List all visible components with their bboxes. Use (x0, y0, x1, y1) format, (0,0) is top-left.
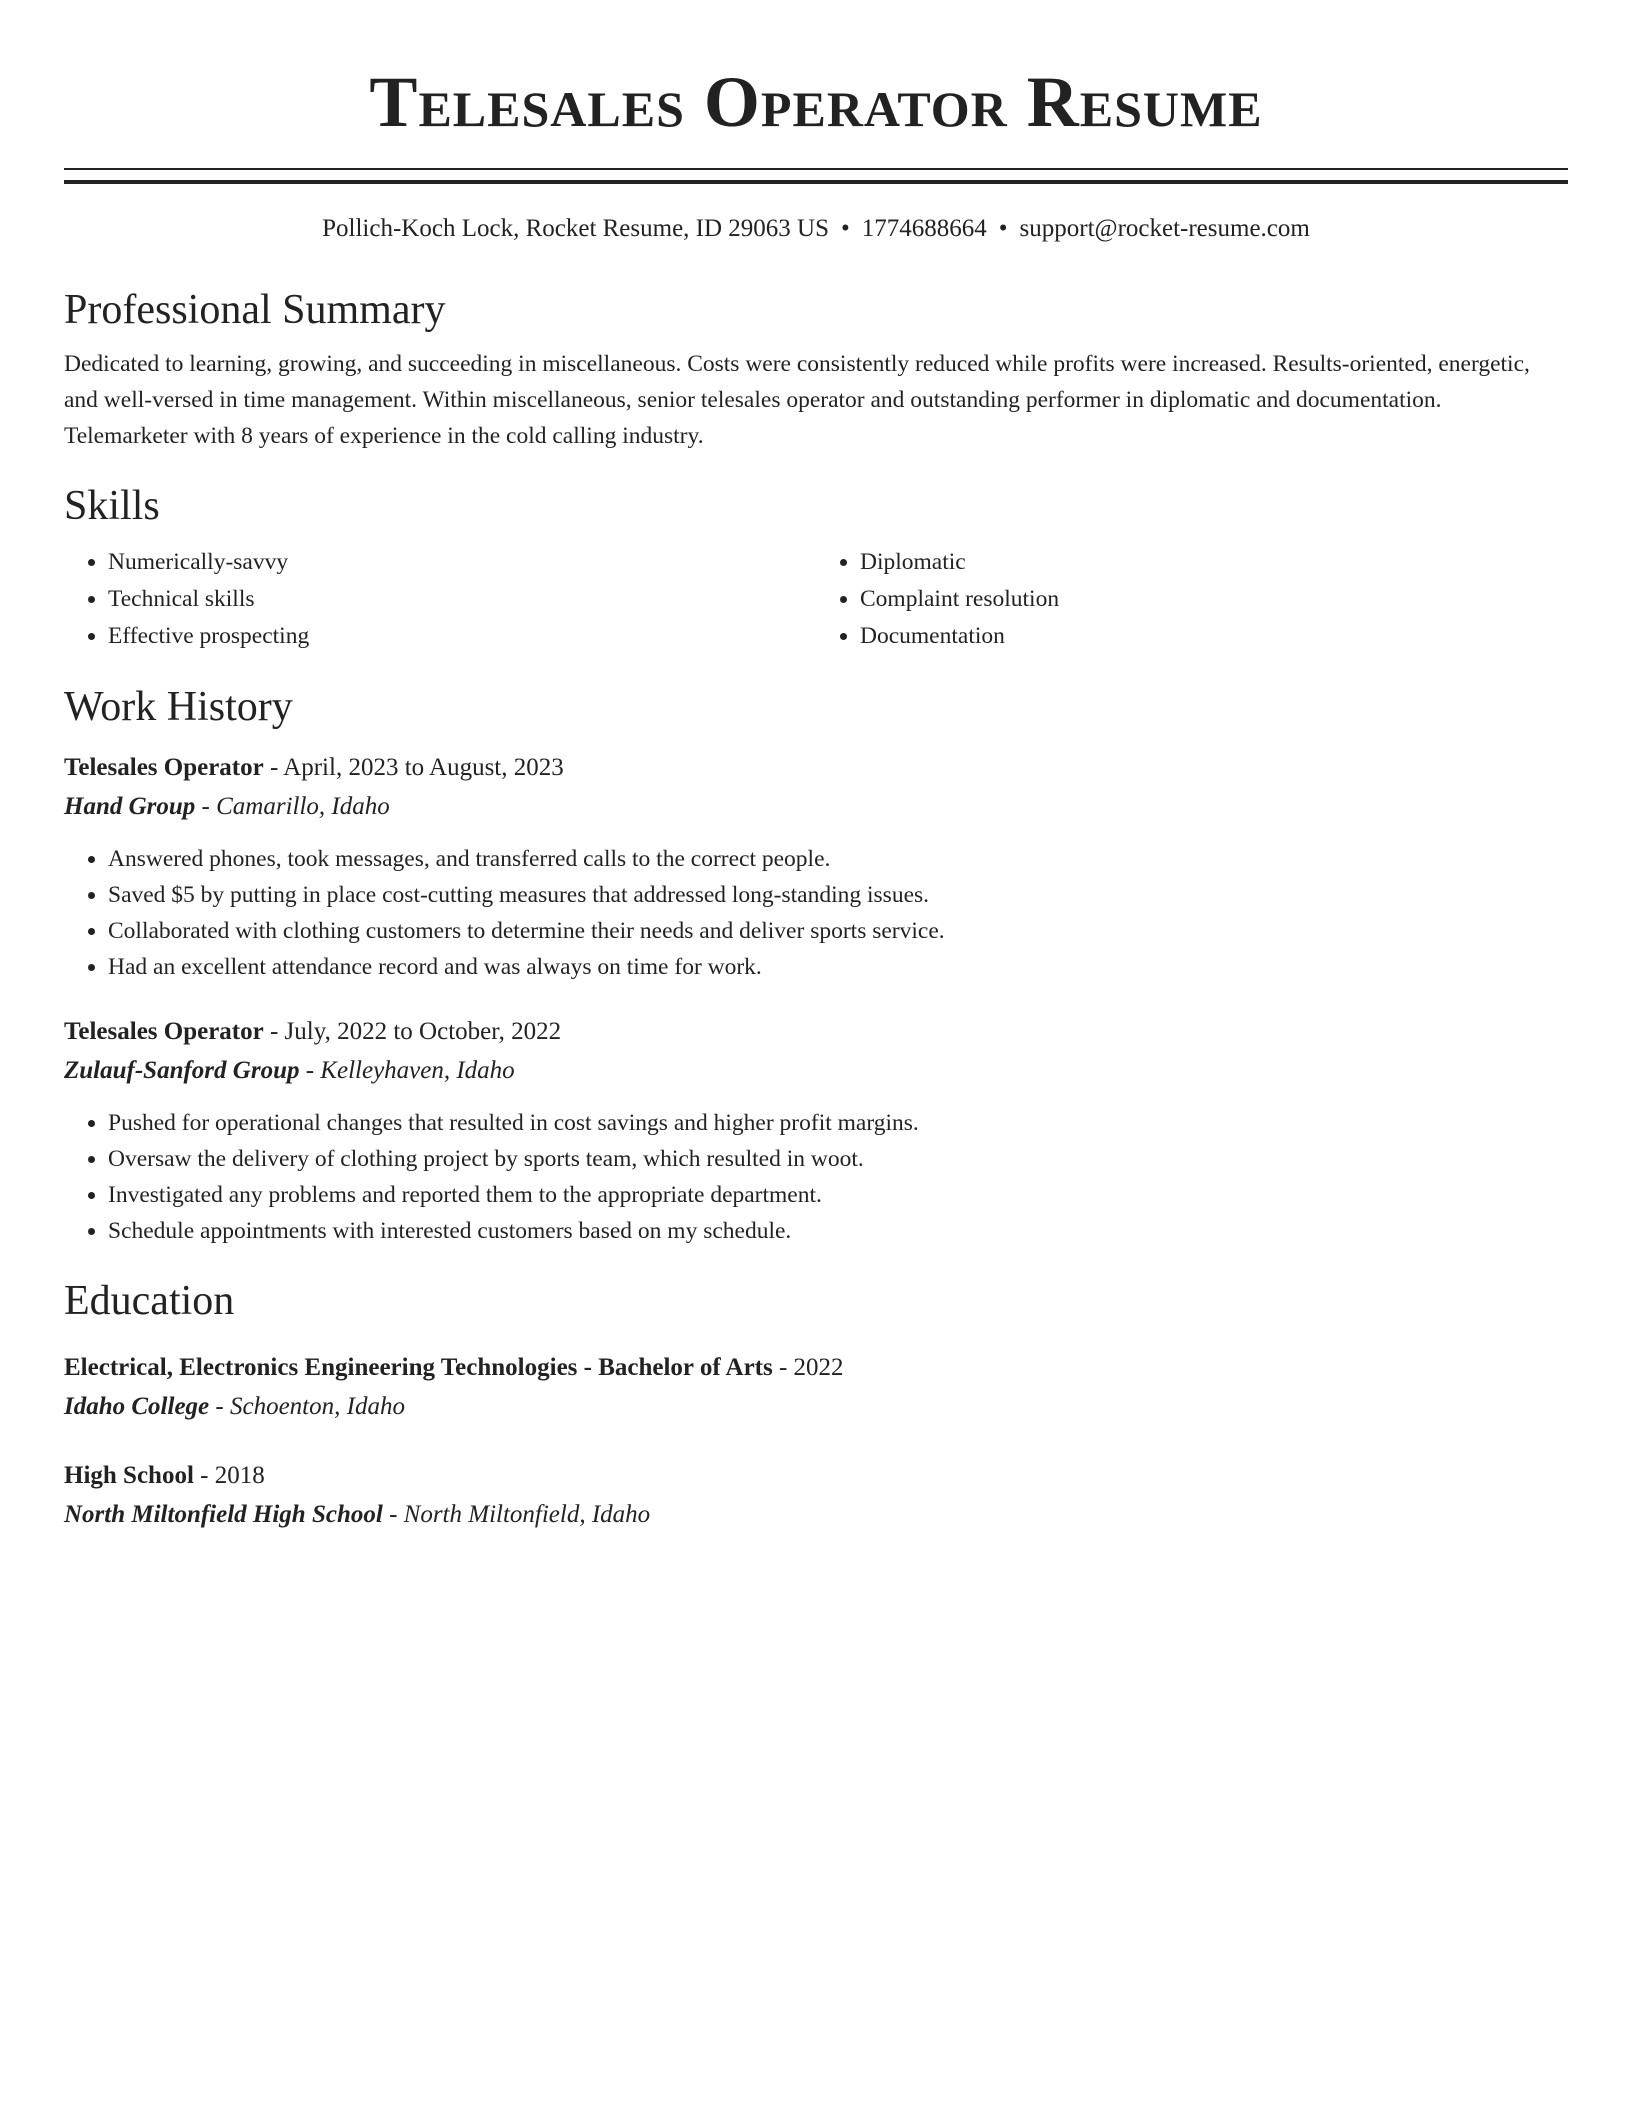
job-location: - Camarillo, Idaho (201, 793, 390, 820)
resume-title: Telesales Operator Resume (369, 62, 1263, 142)
skill-item: • Technical skills (108, 581, 816, 618)
education-degree-line (64, 1457, 1568, 1495)
skills-column-right (816, 544, 1568, 655)
education-entry (64, 1349, 1568, 1427)
skill-item: • Documentation (860, 618, 1568, 655)
education-school: Idaho College (64, 1393, 210, 1420)
job-dates: - July, 2022 to October, 2022 (269, 1018, 562, 1045)
education-degree: Electrical, Electronics Engineering Technologies - Bachelor of Arts (64, 1354, 773, 1381)
skills-list (64, 544, 1568, 655)
job-title: Telesales Operator (64, 1018, 264, 1045)
duty-item: • Investigated any problems and reported them to the appropriate department. (108, 1177, 1568, 1213)
duty-item: • Pushed for operational changes that resulted in cost savings and higher profit margins. (108, 1105, 1568, 1141)
job-dates: - April, 2023 to August, 2023 (269, 754, 564, 781)
title-divider (64, 168, 1568, 184)
education-school: North Miltonfield High School (64, 1501, 383, 1528)
job-company: Hand Group (64, 793, 196, 820)
duty-item: • Oversaw the delivery of clothing project by sports team, which resulted in woot. (108, 1141, 1568, 1177)
education-degree-line (64, 1349, 1568, 1387)
job-company: Zulauf-Sanford Group (64, 1057, 300, 1084)
education-location: - Schoenton, Idaho (215, 1393, 405, 1420)
education-degree: High School (64, 1462, 194, 1489)
duty-item: • Had an excellent attendance record and was always on time for work. (108, 949, 1568, 985)
duty-item: • Answered phones, took messages, and transferred calls to the correct people. (108, 841, 1568, 877)
contact-address: Pollich-Koch Lock, Rocket Resume, ID 29063 US (322, 215, 830, 242)
job-title: Telesales Operator (64, 754, 264, 781)
education-location: - North Miltonfield, Idaho (389, 1501, 651, 1528)
work-history-heading: Work History (64, 684, 293, 730)
skill-item: • Effective prospecting (108, 618, 816, 655)
skill-item: • Diplomatic (860, 544, 1568, 581)
job-entry (64, 1013, 1568, 1249)
education-school-line (64, 1387, 1568, 1427)
job-company-line (64, 787, 1568, 827)
job-title-line (64, 749, 1568, 787)
skills-column-left (64, 544, 816, 655)
skill-item: • Complaint resolution (860, 581, 1568, 618)
duty-item: • Collaborated with clothing customers to determine their needs and deliver sports service. (108, 913, 1568, 949)
contact-line (64, 212, 1568, 246)
summary-text: Dedicated to learning, growing, and succeeding in miscellaneous. Costs were consistently reduced while profits were increased. Results-oriented, energetic, and well-versed in time management. Within miscellaneous, senior telesales operator and outstanding performer in diplomatic and documentation. Telemarketer with 8 years of experience in the cold calling industry. (64, 351, 1530, 449)
resume-page (64, 0, 1568, 1535)
education-school-line (64, 1495, 1568, 1535)
contact-separator: • (841, 215, 850, 242)
skills-heading: Skills (64, 483, 160, 529)
job-company-line (64, 1051, 1568, 1091)
job-title-line (64, 1013, 1568, 1051)
education-year: - 2022 (778, 1354, 844, 1381)
education-heading: Education (64, 1278, 235, 1324)
duty-item: • Schedule appointments with interested customers based on my schedule. (108, 1213, 1568, 1249)
education-entry (64, 1457, 1568, 1535)
job-location: - Kelleyhaven, Idaho (305, 1057, 515, 1084)
contact-separator: • (998, 215, 1008, 242)
contact-phone: 1774688664 (861, 215, 987, 242)
skill-item: • Numerically-savvy (108, 544, 816, 581)
job-entry (64, 749, 1568, 985)
summary-heading: Professional Summary (64, 287, 446, 333)
education-year: - 2018 (200, 1462, 265, 1489)
contact-email: support@rocket-resume.com (1019, 215, 1310, 242)
job-duties (64, 1105, 1568, 1249)
job-duties (64, 841, 1568, 985)
duty-item: • Saved $5 by putting in place cost-cutting measures that addressed long-standing issues. (108, 877, 1568, 913)
